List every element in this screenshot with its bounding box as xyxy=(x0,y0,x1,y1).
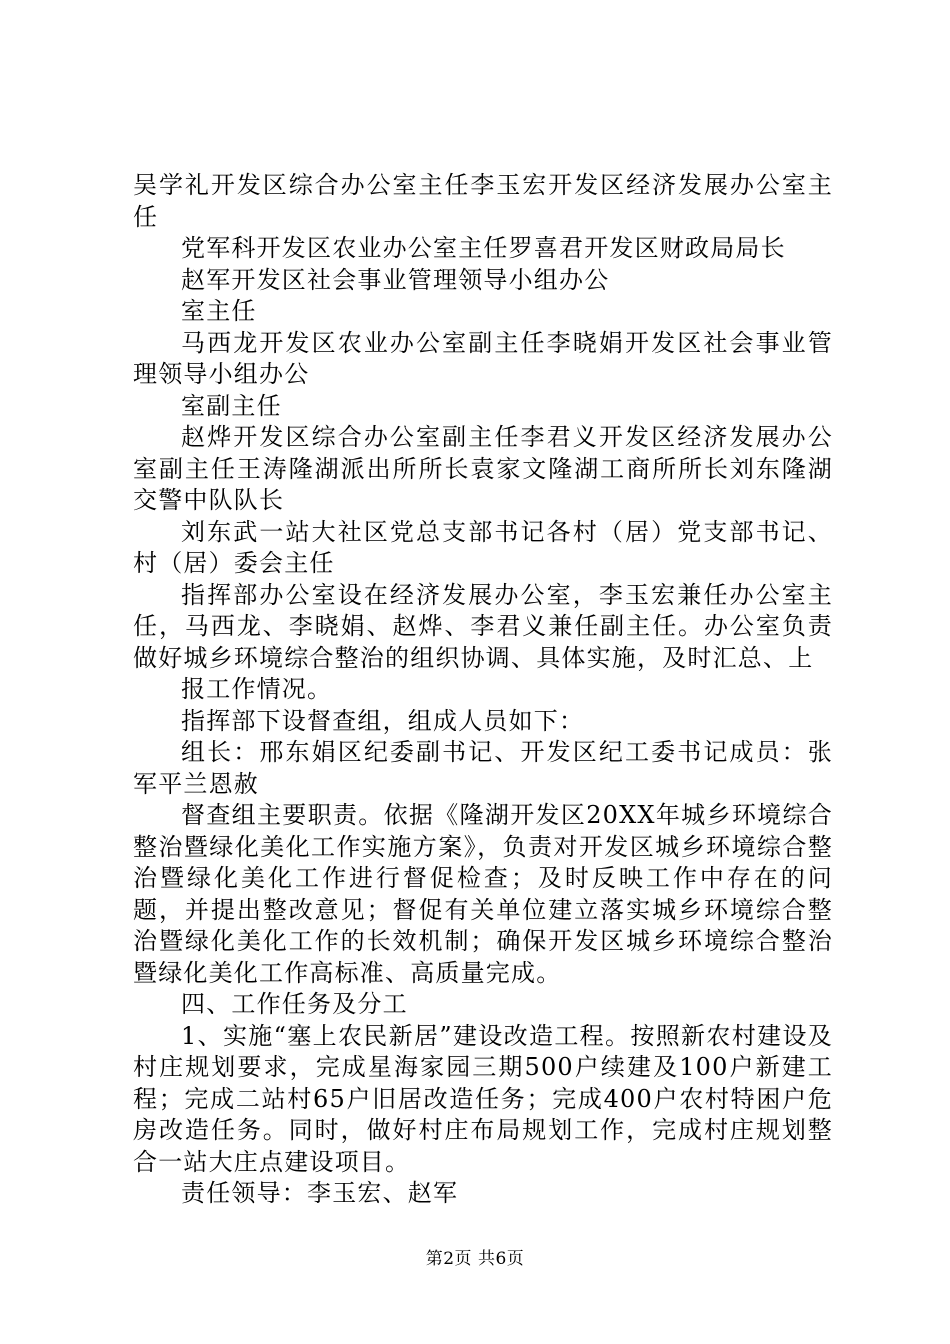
page-number-footer: 第2页 共6页 xyxy=(425,1249,525,1269)
paragraph-9: 指挥部办公室设在经济发展办公室，李玉宏兼任办公室主任，马西龙、李晓娟、赵烨、李君义兼任副主任。办公室负责做好城乡环境综合整治的组织协调、具体实施，及时汇总、上 xyxy=(133,580,833,672)
paragraph-5: 马西龙开发区农业办公室副主任李晓娟开发区社会事业管理领导小组办公 xyxy=(133,328,833,388)
paragraph-13: 督查组主要职责。依据《隆湖开发区20XX年城乡环境综合整治暨绿化美化工作实施方案》，负责对开发区城乡环境综合整治暨绿化美化工作进行督促检查；及时反映工作中存在的问题，并提出整改意见；督促有关单位建立落实城乡环境综合整治暨绿化美化工作的长效机制；确保开发区城乡环境综合整治暨绿化美化工作高标准、高质量完成。 xyxy=(133,801,833,987)
document-body xyxy=(133,170,833,1210)
paragraph-7: 赵烨开发区综合办公室副主任李君义开发区经济发展办公室副主任王涛隆湖派出所所长袁家文隆湖工商所所长刘东隆湖交警中队队长 xyxy=(133,423,833,514)
section-heading: 四、工作任务及分工 xyxy=(181,990,408,1018)
paragraph-12: 组长：邢东娟区纪委副书记、开发区纪工委书记成员：张军平兰恩赦 xyxy=(133,738,833,798)
paragraph-11: 指挥部下设督查组，组成人员如下： xyxy=(181,706,585,735)
paragraph-16: 责任领导：李玉宏、赵军 xyxy=(181,1179,459,1207)
paragraph-15: 1、实施“塞上农民新居”建设改造工程。按照新农村建设及村庄规划要求，完成星海家园三期500户续建及100户新建工程；完成二站村65户旧居改造任务；完成400户农村特困户危房改造任务。同时，做好村庄布局规划工作，完成村庄规划整合一站大庄点建设项目。 xyxy=(133,1021,833,1176)
paragraph-4: 室主任 xyxy=(181,297,257,325)
paragraph-8: 刘东武一站大社区党总支部书记各村（居）党支部书记、村（居）委会主任 xyxy=(133,517,833,577)
paragraph-3: 赵军开发区社会事业管理领导小组办公 xyxy=(181,265,610,294)
paragraph-6: 室副主任 xyxy=(181,391,282,420)
paragraph-10: 报工作情况。 xyxy=(181,675,333,703)
paragraph-2: 党军科开发区农业办公室主任罗喜君开发区财政局局长 xyxy=(181,234,786,262)
paragraph-1: 吴学礼开发区综合办公室主任李玉宏开发区经济发展办公室主任 xyxy=(133,171,833,231)
